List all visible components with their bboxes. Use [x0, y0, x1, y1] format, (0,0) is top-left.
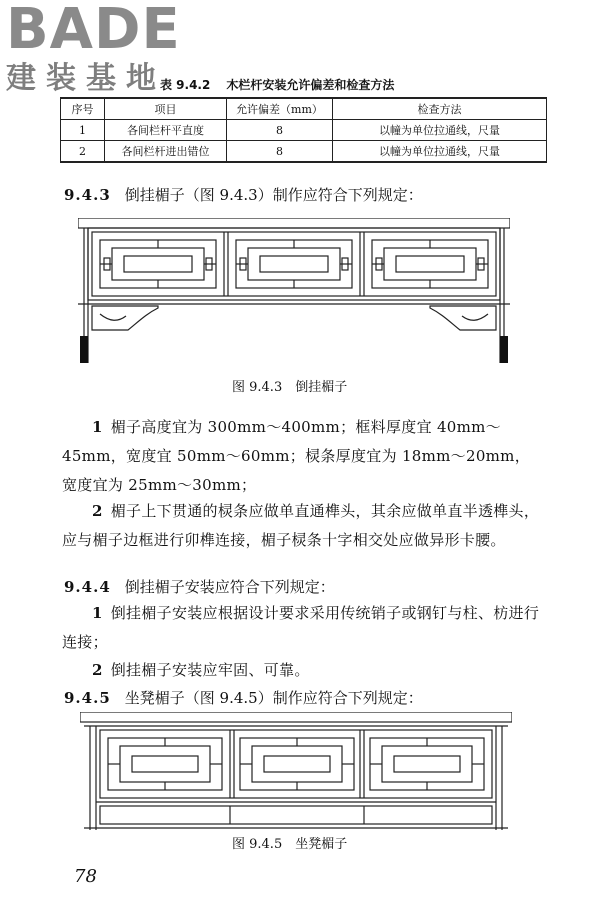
table-cell: 各间栏杆进出错位 [105, 141, 227, 163]
list-item [62, 497, 542, 555]
list-item [62, 599, 542, 657]
section-heading-9-4-3 [64, 185, 423, 205]
figure-bench-lattice [80, 712, 512, 830]
table-cell: 8 [227, 120, 333, 141]
section-text: 倒挂楣子（图 9.4.3）制作应符合下列规定： [124, 186, 423, 204]
table-row [61, 120, 547, 141]
item-number: 2 [92, 502, 103, 520]
figure-caption: 图 9.4.5 坐凳楣子 [232, 837, 348, 852]
section-number: 9.4.4 [64, 578, 111, 596]
figure-caption: 图 9.4.3 倒挂楣子 [232, 380, 348, 395]
section-number: 9.4.5 [64, 689, 111, 707]
table-cell: 以幢为单位拉通线，尺量 [333, 141, 547, 163]
item-number: 1 [92, 418, 103, 436]
table-header-cell: 检查方法 [333, 98, 547, 120]
page-number: 78 [74, 866, 97, 887]
table-title-text: 木栏杆安装允许偏差和检查方法 [226, 78, 395, 92]
table-cell: 2 [61, 141, 105, 163]
item-text: 倒挂楣子安装应根据设计要求采用传统销子或钢钉与柱、枋进行连接； [62, 604, 540, 651]
table-header-cell: 序号 [61, 98, 105, 120]
item-text: 楣子上下贯通的棂条应做单直通榫头，其余应做单直半透榫头，应与楣子边框进行卯榫连接，楣子棂条十字相交处应做异形卡腰。 [62, 502, 540, 549]
table-header-row [61, 98, 547, 120]
item-text: 倒挂楣子安装应牢固、可靠。 [110, 661, 310, 679]
brand-logo-text: BADE [6, 0, 181, 62]
section-text: 倒挂楣子安装应符合下列规定： [124, 578, 335, 596]
table-cell: 1 [61, 120, 105, 141]
item-number: 2 [92, 661, 103, 679]
table-row [61, 141, 547, 163]
section-heading-9-4-5 [64, 688, 423, 708]
table-cell: 8 [227, 141, 333, 163]
section-text: 坐凳楣子（图 9.4.5）制作应符合下列规定： [124, 689, 423, 707]
section-number: 9.4.3 [64, 186, 111, 204]
table-header-cell: 项目 [105, 98, 227, 120]
table-title [160, 76, 394, 93]
table-cell: 以幢为单位拉通线，尺量 [333, 120, 547, 141]
table-cell: 各间栏杆平直度 [105, 120, 227, 141]
tolerance-table [60, 97, 547, 163]
list-item [62, 656, 542, 685]
figure-hanging-lattice [78, 218, 510, 363]
list-item [62, 413, 542, 500]
item-text: 楣子高度宜为 300mm～400mm；框料厚度宜 40mm～45mm，宽度宜 50mm～60mm；棂条厚度宜为 18mm～20mm，宽度宜为 25mm～30mm； [62, 418, 531, 494]
table-header-cell: 允许偏差（mm） [227, 98, 333, 120]
item-number: 1 [92, 604, 103, 622]
table-number: 表 9.4.2 [160, 78, 211, 92]
section-heading-9-4-4 [64, 577, 335, 597]
brand-logo-chinese: 建装基地 [6, 61, 166, 96]
